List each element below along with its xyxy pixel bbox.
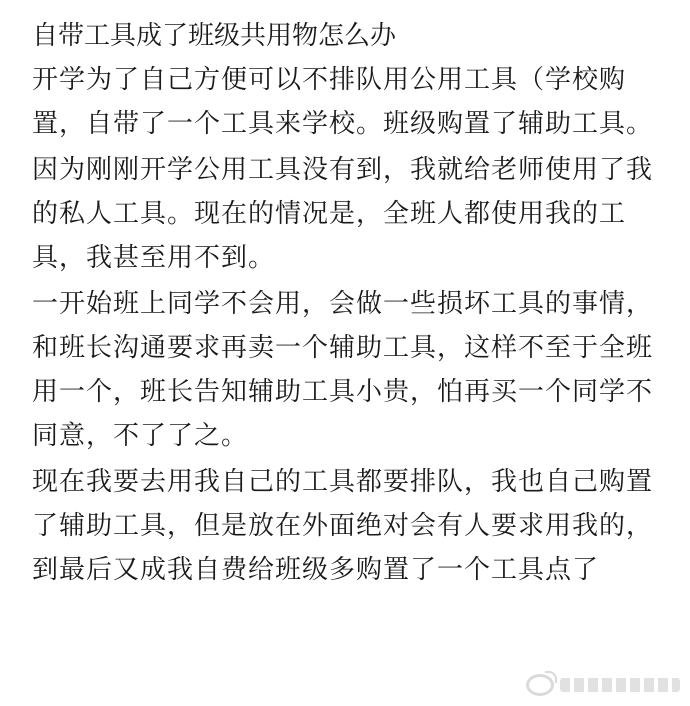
post-paragraph-3: 一开始班上同学不会用，会做一些损坏工具的事情，和班长沟通要求再卖一个辅助工具，这样不至于全班用一个，班长告知辅助工具小贵，怕再买一个同学不同意，不了了之。 bbox=[32, 289, 654, 451]
post-body bbox=[32, 14, 662, 594]
weibo-logo-icon bbox=[526, 674, 554, 696]
post-paragraph-4: 现在我要去用我自己的工具都要排队，我也自己购置了辅助工具，但是放在外面绝对会有人要求用我的，到最后又成我自费给班级多购置了一个工具点了 bbox=[32, 467, 654, 585]
post-paragraph-1: 开学为了自己方便可以不排队用公用工具（学校购置，自带了一个工具来学校。班级购置了辅助工具。 bbox=[32, 65, 654, 139]
watermark bbox=[526, 672, 680, 698]
post-paragraph-2: 因为刚刚开学公用工具没有到，我就给老师使用了我的私人工具。现在的情况是，全班人都使用我的工具，我甚至用不到。 bbox=[32, 155, 654, 273]
post-title: 自带工具成了班级共用物怎么办 bbox=[32, 21, 397, 51]
watermark-text bbox=[560, 678, 680, 692]
